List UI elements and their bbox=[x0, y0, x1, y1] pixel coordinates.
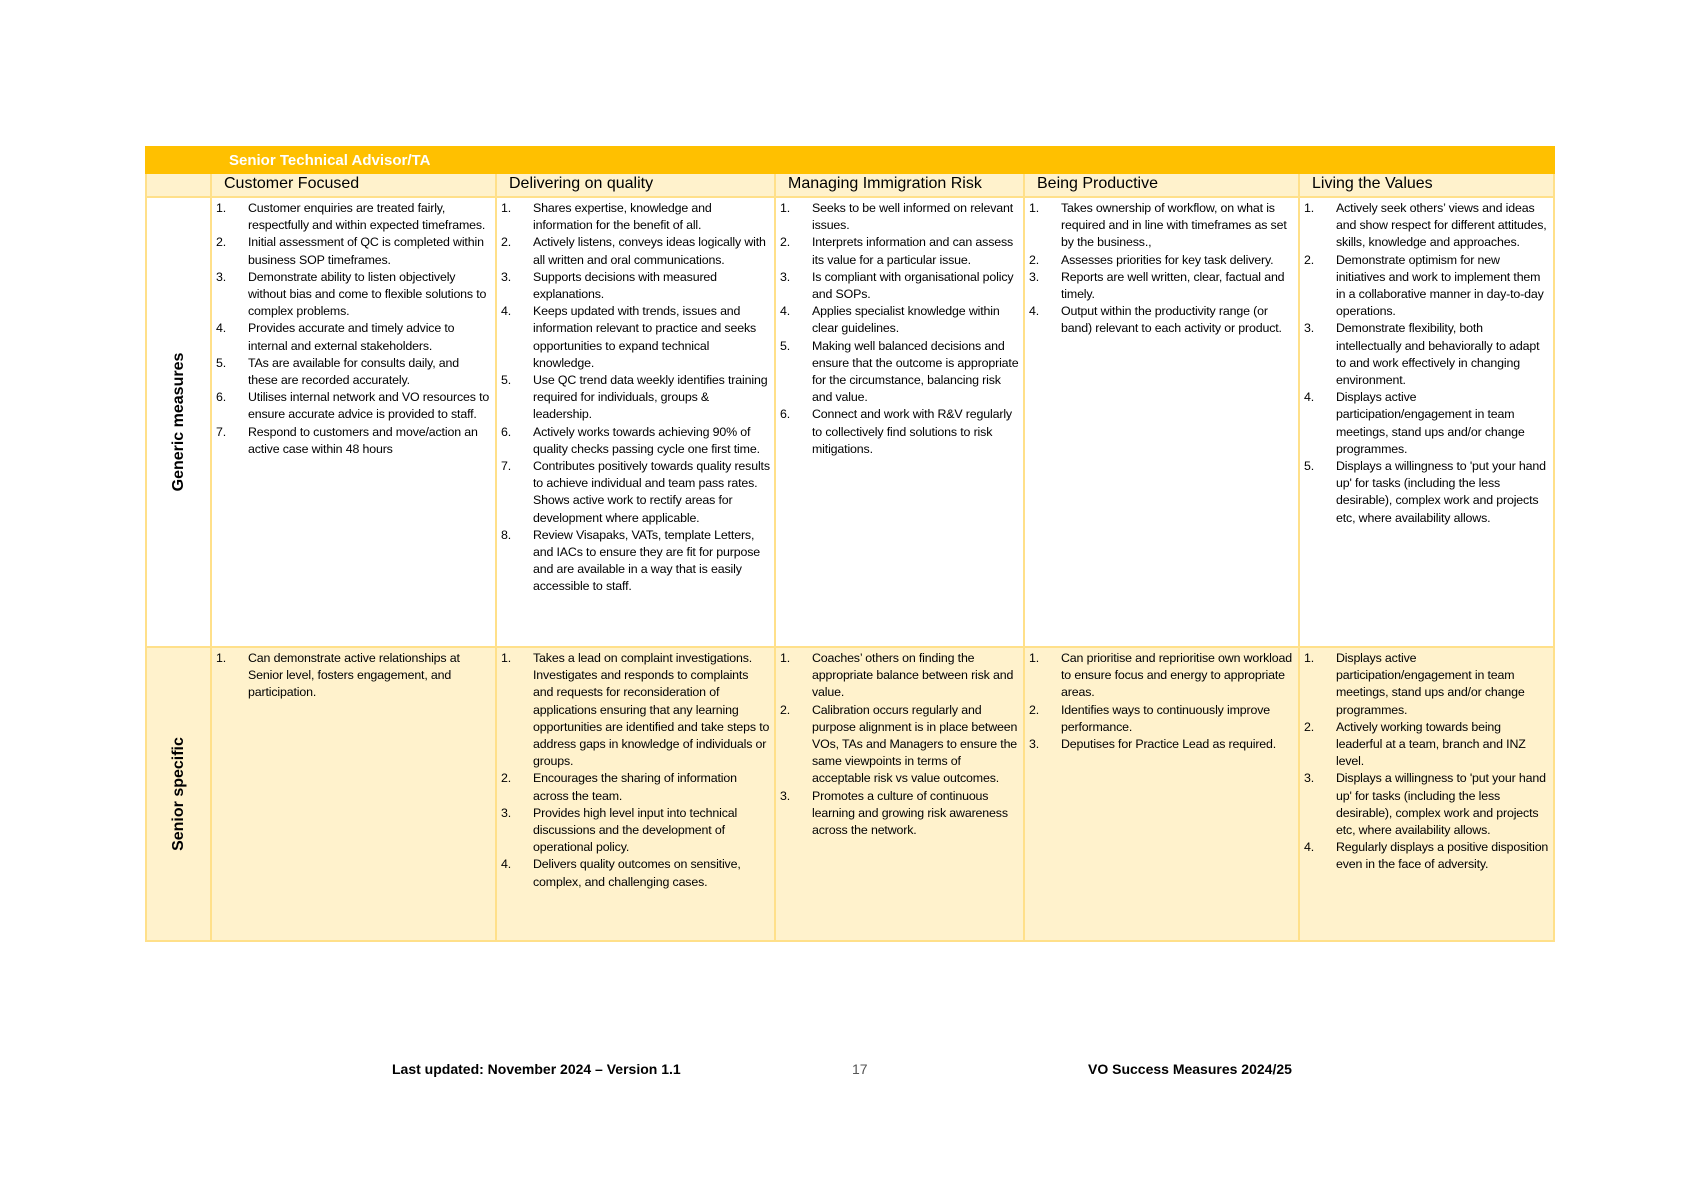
measure-item bbox=[1025, 650, 1298, 702]
measure-item bbox=[212, 234, 495, 268]
item-text: Output within the productivity range (or band) relevant to each activity or product. bbox=[1061, 304, 1282, 336]
item-text: Applies specialist knowledge within clear guidelines. bbox=[812, 304, 1000, 336]
item-number: 6. bbox=[780, 407, 791, 422]
header-being-productive bbox=[1024, 173, 1299, 197]
item-number: 7. bbox=[216, 424, 227, 439]
row-label: Senior specific bbox=[169, 737, 187, 851]
item-text: Deputises for Practice Lead as required. bbox=[1061, 737, 1277, 752]
item-number: 4. bbox=[780, 304, 791, 319]
measure-item bbox=[497, 805, 774, 857]
item-number: 3. bbox=[501, 269, 512, 284]
item-text: Demonstrate optimism for new initiatives and work to implement them in a collaborative manner in day-to-day operations. bbox=[1336, 252, 1544, 319]
measure-item bbox=[776, 702, 1023, 788]
measure-cell bbox=[1024, 647, 1299, 941]
item-text: Demonstrate flexibility, both intellectually and behaviorally to adapt to and work effectively in changing environment. bbox=[1336, 321, 1540, 388]
measure-list bbox=[776, 650, 1023, 839]
measure-item bbox=[1300, 252, 1553, 321]
item-number: 5. bbox=[216, 355, 227, 370]
measure-cell bbox=[496, 647, 775, 941]
column-header: Managing Immigration Risk bbox=[788, 175, 982, 192]
item-number: 2. bbox=[780, 235, 791, 250]
item-number: 4. bbox=[1304, 390, 1315, 405]
item-number: 5. bbox=[501, 373, 512, 388]
measure-item bbox=[1300, 839, 1553, 873]
item-number: 5. bbox=[1304, 459, 1315, 474]
item-number: 1. bbox=[780, 201, 791, 215]
item-number: 4. bbox=[1029, 304, 1040, 319]
item-text: Displays a willingness to 'put your hand up' for tasks (including the less desirable), complex work and projects etc, where availability allows. bbox=[1336, 459, 1546, 525]
measure-cell bbox=[496, 197, 775, 647]
item-number: 1. bbox=[1304, 201, 1315, 215]
item-text: Utilises internal network and VO resources to ensure accurate advice is provided to staff. bbox=[248, 390, 490, 422]
measure-cell bbox=[1024, 197, 1299, 647]
measure-item bbox=[212, 389, 495, 423]
header-managing-immigration-risk bbox=[775, 173, 1024, 197]
column-header: Delivering on quality bbox=[509, 175, 654, 192]
item-number: 1. bbox=[216, 651, 227, 665]
measure-list bbox=[497, 650, 774, 891]
item-text: Is compliant with organisational policy and SOPs. bbox=[812, 269, 1014, 302]
item-number: 2. bbox=[216, 235, 227, 250]
item-text: Coaches’ others on finding the appropriate balance between risk and value. bbox=[812, 651, 1014, 700]
measure-list bbox=[212, 650, 495, 702]
item-text: Connect and work with R&V regularly to collectively find solutions to risk mitigations. bbox=[812, 407, 1012, 456]
measure-item bbox=[1300, 719, 1553, 771]
item-text: Seeks to be well informed on relevant issues. bbox=[812, 201, 1014, 233]
generic-measures-row bbox=[146, 197, 1554, 647]
measure-item bbox=[1300, 389, 1553, 458]
measure-item bbox=[212, 424, 495, 458]
measure-item bbox=[212, 355, 495, 389]
item-text: Promotes a culture of continuous learning and growing risk awareness across the network. bbox=[812, 788, 1008, 838]
header-customer-focused bbox=[211, 173, 496, 197]
item-text: Actively working towards being leaderful at a team, branch and INZ level. bbox=[1336, 719, 1526, 769]
item-text: Actively seek others’ views and ideas and show respect for different attitudes, skills, knowledge and approaches. bbox=[1336, 201, 1547, 250]
measure-item bbox=[212, 320, 495, 354]
header-corner-cell bbox=[146, 173, 211, 197]
header-delivering-on-quality bbox=[496, 173, 775, 197]
measure-list bbox=[1025, 650, 1298, 753]
measure-item bbox=[1300, 200, 1553, 252]
success-measures-table bbox=[145, 146, 1555, 942]
item-text: Can demonstrate active relationships at Senior level, fosters engagement, and participation. bbox=[248, 651, 460, 700]
item-text: Displays a willingness to 'put your hand up' for tasks (including the less desirable), complex work and projects etc, where availability allows. bbox=[1336, 771, 1546, 838]
item-text: Contributes positively towards quality results to achieve individual and team pass rates. Shows active work to rectify areas for development where applicable. bbox=[533, 459, 770, 525]
row-label: Generic measures bbox=[169, 352, 187, 492]
item-number: 1. bbox=[501, 651, 512, 665]
item-text: Assesses priorities for key task delivery. bbox=[1061, 252, 1274, 267]
item-text: Supports decisions with measured explanations. bbox=[533, 269, 717, 302]
title-row bbox=[146, 147, 1554, 173]
item-text: Demonstrate ability to listen objectively without bias and come to flexible solutions to complex problems. bbox=[248, 269, 487, 319]
item-text: Encourages the sharing of information across the team. bbox=[533, 771, 737, 803]
item-text: Keeps updated with trends, issues and information relevant to practice and seeks opportunities to expand technical knowledge. bbox=[533, 304, 757, 370]
item-number: 1. bbox=[216, 201, 227, 215]
item-number: 3. bbox=[501, 805, 512, 820]
item-number: 2. bbox=[1029, 252, 1040, 267]
row-label-cell bbox=[146, 197, 211, 647]
item-text: Provides accurate and timely advice to internal and external stakeholders. bbox=[248, 321, 455, 353]
item-number: 3. bbox=[780, 269, 791, 284]
success-measures-table-wrap bbox=[145, 146, 1553, 942]
header-living-the-values bbox=[1299, 173, 1554, 197]
item-text: TAs are available for consults daily, and these are recorded accurately. bbox=[248, 355, 460, 388]
item-number: 1. bbox=[1029, 201, 1040, 215]
measure-item bbox=[776, 303, 1023, 337]
measure-item bbox=[1300, 770, 1553, 839]
row-label-cell bbox=[146, 647, 211, 941]
measure-item bbox=[776, 200, 1023, 234]
item-text: Calibration occurs regularly and purpose alignment is in place between VOs, TAs and Managers to ensure the same viewpoints in terms of acceptable risk vs value outcomes. bbox=[812, 702, 1018, 786]
measure-item bbox=[1025, 200, 1298, 252]
measure-item bbox=[776, 406, 1023, 458]
item-number: 7. bbox=[501, 459, 512, 474]
item-text: Use QC trend data weekly identifies training required for individuals, groups & leadership. bbox=[533, 373, 768, 422]
item-number: 4. bbox=[501, 304, 512, 319]
item-number: 3. bbox=[1304, 771, 1315, 786]
measure-item bbox=[497, 856, 774, 890]
item-text: Takes ownership of workflow, on what is required and in line with timeframes as set by the business., bbox=[1061, 201, 1287, 250]
measure-item bbox=[497, 527, 774, 596]
table-title: Senior Technical Advisor/TA bbox=[229, 152, 431, 169]
item-number: 2. bbox=[1029, 702, 1040, 717]
item-text: Takes a lead on complaint investigations. Investigates and responds to complaints and requests for reconsideration of applications ensuring that any learning opportunities are identified and take steps to address gaps in knowledge of individuals or groups. bbox=[533, 651, 770, 769]
measure-item bbox=[497, 372, 774, 424]
measure-cell bbox=[1299, 647, 1554, 941]
item-number: 2. bbox=[501, 771, 512, 786]
measure-item bbox=[497, 650, 774, 770]
item-text: Actively listens, conveys ideas logically with all written and oral communications. bbox=[533, 235, 766, 267]
footer-last-updated: Last updated: November 2024 – Version 1.1 bbox=[392, 1061, 681, 1077]
item-number: 6. bbox=[216, 390, 227, 405]
item-number: 2. bbox=[780, 702, 791, 717]
item-text: Review Visapaks, VATs, template Letters, and IACs to ensure they are fit for purpose and are available in a way that is easily accessible to staff. bbox=[533, 527, 761, 594]
item-text: Customer enquiries are treated fairly, respectfully and within expected timeframes. bbox=[248, 201, 486, 233]
item-text: Identifies ways to continuously improve performance. bbox=[1061, 702, 1271, 734]
measure-cell bbox=[1299, 197, 1554, 647]
measure-item bbox=[497, 424, 774, 458]
item-text: Respond to customers and move/action an active case within 48 hours bbox=[248, 424, 478, 456]
table-title-cell bbox=[146, 147, 1554, 173]
item-text: Displays active participation/engagement in team meetings, stand ups and/or change programmes. bbox=[1336, 651, 1525, 717]
item-number: 4. bbox=[216, 321, 227, 336]
footer-page-number: 17 bbox=[852, 1061, 868, 1077]
measure-list bbox=[776, 200, 1023, 458]
measure-item bbox=[212, 200, 495, 234]
measure-item bbox=[776, 269, 1023, 303]
measure-item bbox=[776, 338, 1023, 407]
column-header: Customer Focused bbox=[224, 175, 360, 192]
column-header: Living the Values bbox=[1312, 175, 1433, 192]
item-text: Provides high level input into technical discussions and the development of operational policy. bbox=[533, 805, 738, 855]
measure-item bbox=[497, 303, 774, 372]
measure-item bbox=[497, 200, 774, 234]
footer-document-title: VO Success Measures 2024/25 bbox=[1088, 1061, 1292, 1077]
item-number: 2. bbox=[1304, 719, 1315, 734]
item-number: 4. bbox=[1304, 840, 1315, 855]
item-number: 4. bbox=[501, 857, 512, 872]
item-text: Delivers quality outcomes on sensitive, complex, and challenging cases. bbox=[533, 857, 741, 889]
measure-item bbox=[1025, 303, 1298, 337]
measure-item bbox=[1300, 458, 1553, 527]
item-number: 1. bbox=[501, 201, 512, 215]
measure-item bbox=[776, 788, 1023, 840]
column-header: Being Productive bbox=[1037, 175, 1158, 192]
item-number: 1. bbox=[780, 651, 791, 665]
measure-item bbox=[1025, 702, 1298, 736]
measure-item bbox=[1025, 269, 1298, 303]
item-number: 1. bbox=[1304, 651, 1315, 665]
measure-item bbox=[497, 234, 774, 268]
item-number: 2. bbox=[501, 235, 512, 250]
measure-list bbox=[497, 200, 774, 596]
item-number: 3. bbox=[1029, 269, 1040, 284]
item-text: Actively works towards achieving 90% of quality checks passing cycle one first time. bbox=[533, 424, 760, 456]
measure-list bbox=[1300, 200, 1553, 527]
item-text: Interprets information and can assess its value for a particular issue. bbox=[812, 235, 1014, 267]
measure-item bbox=[497, 458, 774, 527]
measure-item bbox=[1025, 252, 1298, 269]
measure-item bbox=[212, 269, 495, 321]
measure-cell bbox=[775, 647, 1024, 941]
item-number: 8. bbox=[501, 527, 512, 542]
measure-item bbox=[212, 650, 495, 702]
measure-item bbox=[1025, 736, 1298, 753]
measure-list bbox=[1025, 200, 1298, 338]
measure-cell bbox=[211, 197, 496, 647]
measure-item bbox=[776, 650, 1023, 702]
item-number: 5. bbox=[780, 338, 791, 353]
measure-item bbox=[776, 234, 1023, 268]
header-row bbox=[146, 173, 1554, 197]
measure-item bbox=[1300, 320, 1553, 389]
item-number: 6. bbox=[501, 424, 512, 439]
measure-item bbox=[497, 269, 774, 303]
item-text: Can prioritise and reprioritise own workload to ensure focus and energy to appropriate areas. bbox=[1061, 651, 1292, 700]
item-text: Regularly displays a positive disposition even in the face of adversity. bbox=[1336, 840, 1549, 872]
item-text: Reports are well written, clear, factual and timely. bbox=[1061, 269, 1285, 302]
item-number: 1. bbox=[1029, 651, 1040, 665]
measure-list bbox=[1300, 650, 1553, 874]
item-number: 3. bbox=[216, 269, 227, 284]
measure-item bbox=[1300, 650, 1553, 719]
item-number: 2. bbox=[1304, 252, 1315, 267]
item-number: 3. bbox=[780, 788, 791, 803]
item-text: Displays active participation/engagement in team meetings, stand ups and/or change programmes. bbox=[1336, 390, 1525, 456]
item-text: Making well balanced decisions and ensure that the outcome is appropriate for the circumstance, balancing risk and value. bbox=[812, 338, 1019, 405]
measure-cell bbox=[775, 197, 1024, 647]
item-number: 3. bbox=[1029, 737, 1040, 752]
item-text: Shares expertise, knowledge and information for the benefit of all. bbox=[533, 201, 712, 233]
measure-cell bbox=[211, 647, 496, 941]
item-number: 3. bbox=[1304, 321, 1315, 336]
measure-list bbox=[212, 200, 495, 458]
measure-item bbox=[497, 770, 774, 804]
item-text: Initial assessment of QC is completed within business SOP timeframes. bbox=[248, 235, 484, 267]
senior-specific-row bbox=[146, 647, 1554, 941]
